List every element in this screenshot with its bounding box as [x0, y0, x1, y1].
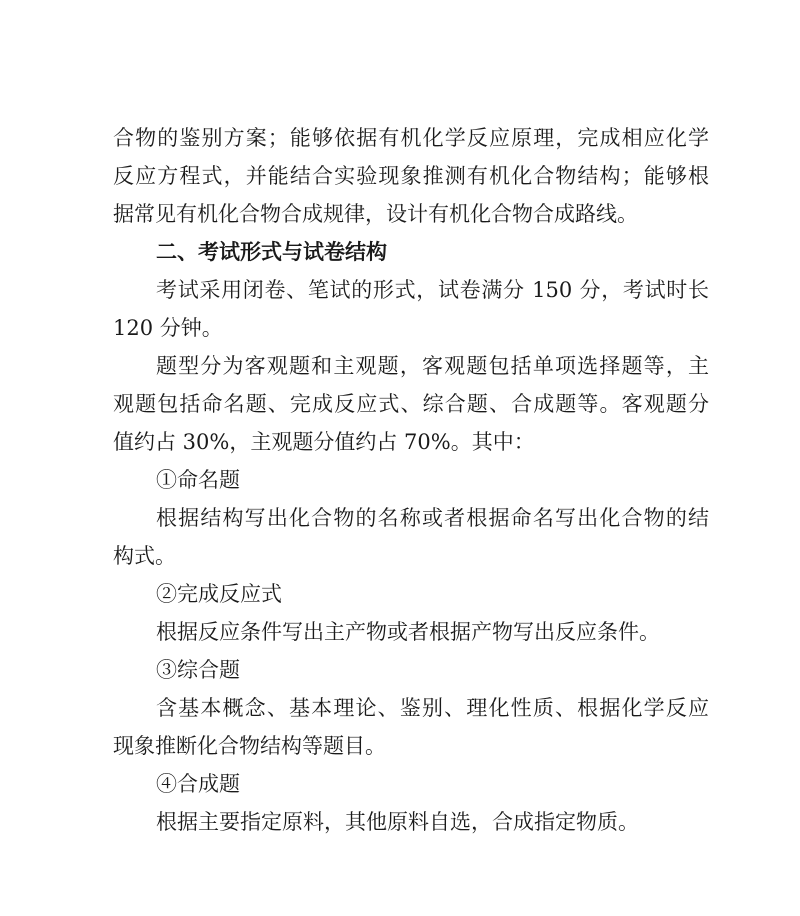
paragraph-line: 根据主要指定原料，其他原料自选，合成指定物质。 [156, 810, 639, 834]
paragraph-line: 根据结构写出化合物的名称或者根据命名写出化合物的结 [156, 506, 709, 530]
paragraph-line: 观题包括命名题、完成反应式、综合题、合成题等。客观题分 [113, 392, 709, 416]
paragraph-line: 含基本概念、基本理论、鉴别、理化性质、根据化学反应 [156, 696, 709, 720]
subheading-line: ④合成题 [156, 772, 240, 796]
paragraph-line: 反应方程式，并能结合实验现象推测有机化合物结构；能够根 [113, 164, 709, 188]
paragraph-line: 根据反应条件写出主产物或者根据产物写出反应条件。 [156, 620, 660, 644]
section-heading: 二、考试形式与试卷结构 [156, 240, 387, 264]
subheading-line: ①命名题 [156, 468, 240, 492]
subheading-line: ③综合题 [156, 658, 240, 682]
paragraph-line: 现象推断化合物结构等题目。 [113, 734, 386, 758]
paragraph-line: 构式。 [113, 544, 176, 568]
paragraph-line: 题型分为客观题和主观题，客观题包括单项选择题等，主 [156, 354, 709, 378]
subheading-line: ②完成反应式 [156, 582, 282, 606]
paragraph-line: 考试采用闭卷、笔试的形式，试卷满分 150 分，考试时长 [156, 278, 709, 302]
paragraph-line: 据常见有机化合物合成规律，设计有机化合物合成路线。 [113, 202, 638, 226]
paragraph-line: 值约占 30%，主观题分值约占 70%。其中： [113, 430, 535, 454]
paragraph-line: 120 分钟。 [113, 316, 223, 340]
paragraph-line: 合物的鉴别方案；能够依据有机化学反应原理，完成相应化学 [113, 126, 709, 150]
